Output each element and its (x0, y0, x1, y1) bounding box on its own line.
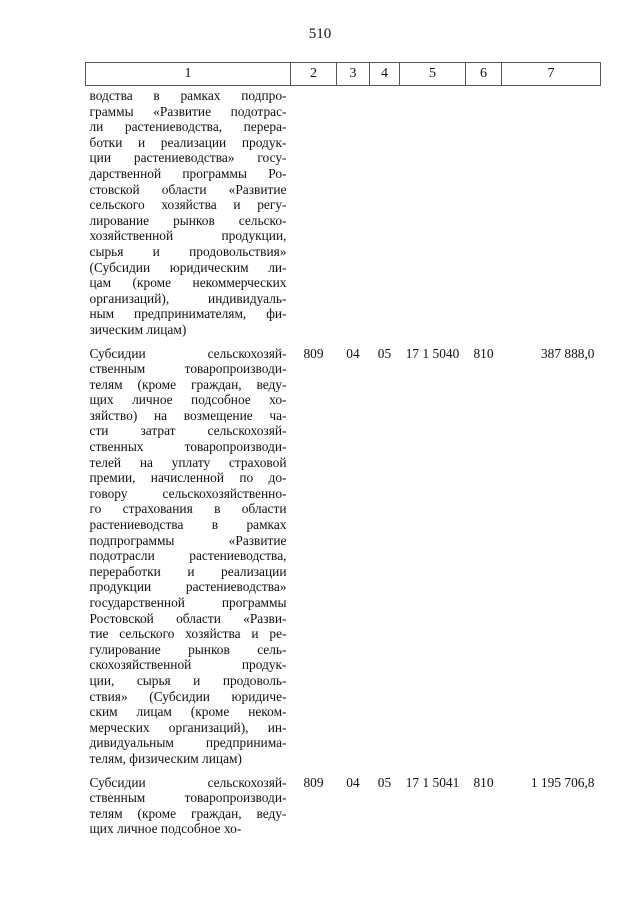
description-line: Ростовской области «Разви- (89, 610, 287, 626)
description-line: телям (кроме граждан, веду- (89, 376, 287, 392)
expense-type-cell: 810 (473, 774, 494, 790)
description-line: ботки и реализации продук- (89, 134, 287, 150)
description-line: водства в рамках подпро- (89, 88, 287, 103)
description-line: телям, физическим лицам) (89, 750, 242, 766)
description-line: дивидуальным предпринима- (89, 735, 287, 751)
ministry-code-cell (291, 86, 337, 338)
description-line: го страхования в области (89, 501, 287, 517)
column-header-3: 3 (337, 63, 370, 86)
column-header-4: 4 (370, 63, 400, 86)
description-line: телей на уплату страховой (89, 454, 287, 470)
table-row (86, 86, 601, 338)
description-line: ственных товаропроизводи- (89, 439, 287, 455)
table-header-row (86, 63, 601, 86)
subsection-code-cell: 05 (377, 345, 392, 361)
description-line: Субсидии сельскохозяй- (89, 345, 287, 361)
budget-table (85, 62, 601, 837)
description-line: переработки и реализации (89, 563, 287, 579)
section-code-cell (337, 86, 370, 338)
ministry-code-cell: 809 (303, 774, 324, 790)
description-line: государственной программы (89, 595, 287, 610)
description-line: тие сельского хозяйства и ре- (89, 626, 287, 642)
description-line: цам (кроме некоммерческих (89, 275, 287, 291)
description-line: сырья и продовольствия» (89, 243, 287, 259)
description-line: ли растениеводства, перера- (89, 119, 287, 135)
section-code-cell: 04 (346, 345, 360, 361)
amount-cell: 387 888,0 (540, 345, 595, 361)
description-line: граммы «Развитие подотрас- (89, 103, 287, 119)
description-line: щих личное подсобное хо- (89, 392, 287, 408)
description-line: телям (кроме граждан, веду- (89, 805, 287, 821)
amount-cell (502, 86, 601, 338)
description-line: стовской области «Развитие (89, 181, 287, 197)
target-article-cell: 17 1 5040 (405, 345, 460, 361)
description-line: (Субсидии юридическим ли- (89, 259, 287, 275)
table-row (86, 767, 601, 837)
description-line: ным предпринимателям, фи- (89, 306, 287, 322)
description-line: продукции растениеводства» (89, 579, 287, 595)
description-line: ции растениеводства» госу- (89, 150, 287, 166)
description-cell (86, 767, 291, 837)
column-header-5: 5 (400, 63, 466, 86)
description-line: сти затрат сельскохозяй- (89, 423, 287, 439)
target-article-cell: 17 1 5041 (405, 774, 460, 790)
description-line: скохозяйственной продук- (89, 657, 287, 673)
description-line: сельского хозяйства и регу- (89, 197, 287, 213)
description-line: премии, начисленной по до- (89, 470, 287, 486)
description-line: организаций), индивидуаль- (89, 290, 287, 306)
description-line: ции, сырья и продоволь- (89, 672, 287, 688)
description-line: дарственной программы Ро- (89, 165, 287, 181)
description-line: ственным товаропроизводи- (89, 790, 287, 806)
description-line: подотрасли растениеводства, (89, 548, 287, 564)
description-line: ственным товаропроизводи- (89, 361, 287, 377)
description-line: ским лицам (кроме неком- (89, 704, 287, 720)
subsection-code-cell (370, 86, 400, 338)
description-line: лирование рынков сельско- (89, 212, 287, 228)
description-line: гулирование рынков сель- (89, 641, 287, 657)
table-row (86, 338, 601, 767)
description-line: зическим лицам) (89, 321, 187, 337)
subsection-code-cell: 05 (377, 774, 392, 790)
description-cell (86, 86, 291, 338)
description-line: подпрограммы «Развитие (89, 532, 287, 548)
description-line: Субсидии сельскохозяй- (89, 774, 287, 790)
ministry-code-cell: 809 (303, 345, 324, 361)
description-line: мерческих организаций), ин- (89, 719, 287, 735)
column-header-2: 2 (291, 63, 337, 86)
section-code-cell: 04 (346, 774, 360, 790)
column-header-7: 7 (502, 63, 601, 86)
target-article-cell (400, 86, 466, 338)
expense-type-cell: 810 (473, 345, 494, 361)
expense-type-cell (466, 86, 502, 338)
description-line: ствия» (Субсидии юридиче- (89, 688, 287, 704)
description-line: растениеводства в рамках (89, 517, 287, 533)
description-line: зяйство) на возмещение ча- (89, 407, 287, 423)
page-number: 510 (308, 26, 332, 42)
amount-cell: 1 195 706,8 (530, 774, 595, 790)
column-header-1: 1 (86, 63, 291, 86)
description-line: хозяйственной продукции, (89, 228, 287, 244)
description-line: говору сельскохозяйственно- (89, 485, 287, 501)
description-cell (86, 338, 291, 767)
column-header-6: 6 (466, 63, 502, 86)
description-line: щих личное подсобное хо- (89, 821, 242, 837)
